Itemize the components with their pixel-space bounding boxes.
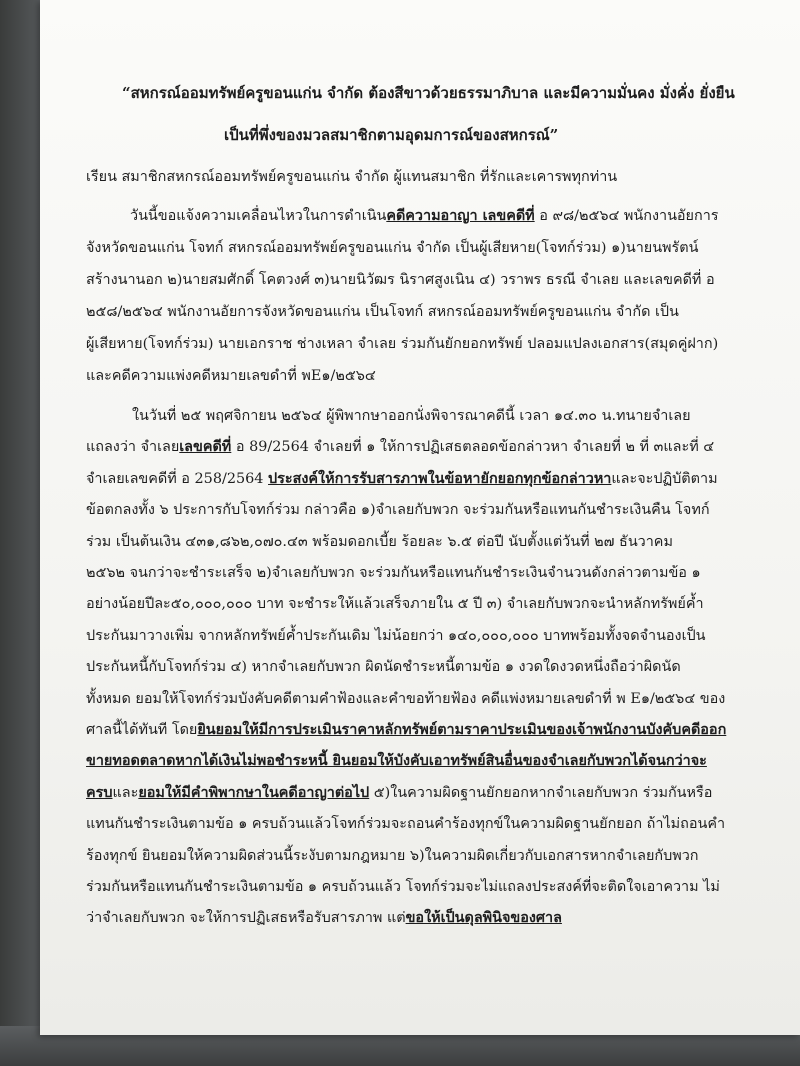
text-run: ร่วมกันหรือแทนกันชำระเงินตามข้อ ๑ ครบถ้วนแล้ว โจทก์ร่วมจะไม่แถลงประสงค์ที่จะติดใจเอาความ ไม่	[86, 879, 720, 895]
text-line	[86, 880, 720, 894]
text-line	[86, 629, 705, 643]
text-run: ประสงค์ให้การรับสารภาพในข้อหายักยอกทุกข้อกล่าวหา	[268, 469, 612, 487]
text-run: และคดีความแพ่งคดีหมายเลขดำที่ พE๑/๒๕๖๔	[86, 368, 376, 384]
salutation: เรียน สมาชิกสหกรณ์ออมทรัพย์ครูขอนแก่น จำกัด ผู้แทนสมาชิก ที่รักและเคารพทุกท่าน	[86, 169, 618, 185]
text-run: และ	[112, 784, 139, 801]
text-run: เลขคดีที่	[179, 438, 232, 456]
text-run: ผู้เสียหาย(โจทก์ร่วม) นายเอกราช ช่างเหลา จำเลย ร่วมกันยักยอกทรัพย์ ปลอมแปลงเอกสาร(สมุดคู่ฝาก)	[86, 336, 719, 352]
text-run: ร้องทุกข์ ยินยอมให้ความผิดส่วนนี้ระงับตามกฎหมาย ๖)ในความผิดเกี่ยวกับเอกสารหากจำเลยกับพวก	[86, 847, 699, 864]
text-line	[86, 911, 562, 925]
text-run: ครบ	[86, 783, 113, 801]
text-line	[86, 337, 718, 351]
text-line	[86, 849, 699, 863]
text-run: ร่วม เป็นต้นเงิน ๔๓๑,๘๖๒,๐๗๐.๔๓ พร้อมดอกเบี้ย ร้อยละ ๖.๕ ต่อปี นับตั้งแต่วันที่ ๒๗ ธันวาคม	[86, 533, 673, 550]
text-line	[86, 817, 725, 831]
text-run: อย่างน้อยปีละ๕๐,๐๐๐,๐๐๐ บาท จะชำระให้แล้วเสร็จภายใน ๕ ปี ๓) จำเลยกับพวกจะนำหลักทรัพย์ค้ำ	[86, 596, 704, 613]
text-run: ยอมให้มีคำพิพากษาในคดีอาญาต่อไป	[138, 783, 370, 801]
text-run: คดีความอาญา เลขคดีที่	[386, 207, 535, 224]
text-run: ทั้งหมด ยอมให้โจทก์ร่วมบังคับคดีตามคำฟ้องและคำขอท้ายฟ้อง คดีแพ่งหมายเลขดำที่ พ E๑/๒๕๖๔ ของ	[86, 690, 726, 707]
title-line-1: “สหกรณ์ออมทรัพย์ครูขอนแก่น จำกัด ต้องสีขาวด้วยธรรมาภิบาล และมีความมั่นคง มั่งคั่ง ยั่งยืน	[122, 84, 735, 102]
text-run: วันนี้ขอแจ้งความเคลื่อนไหวในการดำเนิน	[130, 208, 387, 224]
text-run: ศาลนี้ได้ทันที โดย	[86, 722, 198, 738]
text-run: ขอให้เป็นดุลพินิจของศาล	[405, 909, 562, 927]
text-line	[130, 209, 719, 223]
text-line	[86, 535, 673, 549]
title-line-2: เป็นที่พึ่งของมวลสมาชิกตามอุดมการณ์ของสหกรณ์”	[224, 126, 559, 144]
text-line	[132, 409, 691, 423]
text-line	[86, 723, 726, 737]
text-line	[86, 660, 681, 674]
text-run: ยินยอมให้มีการประเมินราคาหลักทรัพย์ตามราคาประเมินของเจ้าพนักงานบังคับคดีออก	[197, 721, 727, 738]
text-line	[86, 692, 725, 706]
text-run: ประกันมาวางเพิ่ม จากหลักทรัพย์ค้ำประกันเดิม ไม่น้อยกว่า ๑๔๐,๐๐๐,๐๐๐ บาทพร้อมทั้งจดจำนองเป็น	[86, 627, 706, 644]
text-run: จำเลยเลขคดีที่ อ 258/2564	[86, 470, 269, 487]
text-run: ๒๕๘/๒๕๖๔ พนักงานอัยการจังหวัดขอนแก่น เป็นโจทก์ สหกรณ์ออมทรัพย์ครูขอนแก่น จำกัด เป็น	[86, 304, 679, 320]
text-run: แถลงว่า จำเลย	[86, 439, 180, 456]
text-run: ประกันหนี้กับโจทก์ร่วม ๔) หากจำเลยกับพวก ผิดนัดชำระหนี้ตามข้อ ๑ งวดใดงวดหนึ่งถือว่าผิดนัด	[86, 659, 681, 676]
text-run: และจะปฏิบัติตาม	[611, 470, 718, 487]
text-run: ว่าจำเลยกับพวก จะให้การปฏิเสธหรือรับสารภาพ แต่	[86, 910, 406, 927]
text-run: ๕)ในความผิดฐานยักยอกหากจำเลยกับพวก ร่วมกันหรือ	[369, 784, 713, 801]
desk-background	[0, 0, 40, 1066]
document-page	[40, 0, 800, 1035]
text-line	[86, 273, 715, 287]
text-line	[86, 305, 679, 319]
text-run: ๒๕๖๒ จนกว่าจะชำระเสร็จ ๒)จำเลยกับพวก จะร่วมกันหรือแทนกันชำระเงินจำนวนดังกล่าวตามข้อ ๑	[86, 565, 701, 581]
text-run: สร้างนานอก ๒)นายสมศักดิ์ โคตวงศ์ ๓)นายนิวัฒร นิราศสูงเนิน ๔) วราพร ธรณี จำเลย และเลขคดีที่ อ	[86, 272, 715, 288]
text-line	[86, 369, 376, 383]
text-line	[86, 597, 704, 611]
text-line	[86, 241, 698, 255]
text-run: ในวันที่ ๒๕ พฤศจิกายน ๒๕๖๔ ผู้พิพากษาออกนั่งพิจารณาคดีนี้ เวลา ๑๔.๓๐ น.ทนายจำเลย	[132, 408, 691, 424]
text-line	[86, 440, 714, 454]
text-run: จังหวัดขอนแก่น โจทก์ สหกรณ์ออมทรัพย์ครูขอนแก่น จำกัด เป็นผู้เสียหาย(โจทก์ร่วม) ๑)นายนพรัตน์	[86, 240, 699, 256]
text-run: ข้อตกลงทั้ง ๖ ประการกับโจทก์ร่วม กล่าวคือ ๑)จำเลยกับพวก จะร่วมกันหรือแทนกันชำระเงินคืน โจทก์	[86, 502, 710, 519]
text-run: แทนกันชำระเงินตามข้อ ๑ ครบถ้วนแล้วโจทก์ร่วมจะถอนคำร้องทุกข์ในความผิดฐานยักยอก ถ้าไม่ถอนคำ	[86, 816, 726, 833]
text-line	[86, 566, 701, 580]
text-run: อ 89/2564 จำเลยที่ ๑ ให้การปฏิเสธตลอดข้อกล่าวหา จำเลยที่ ๒ ที่ ๓และที่ ๔	[231, 439, 715, 456]
text-line	[86, 503, 710, 517]
text-run: อ ๙๘/๒๕๖๔ พนักงานอัยการ	[534, 208, 719, 224]
text-line	[86, 754, 707, 768]
text-line	[86, 783, 713, 801]
text-run: ขายทอดตลาดหากได้เงินไม่พอชำระหนี้ ยินยอมให้บังคับเอาทรัพย์สินอื่นของจำเลยกับพวกได้จนกว่าจะ	[86, 752, 707, 770]
text-line	[86, 469, 718, 487]
